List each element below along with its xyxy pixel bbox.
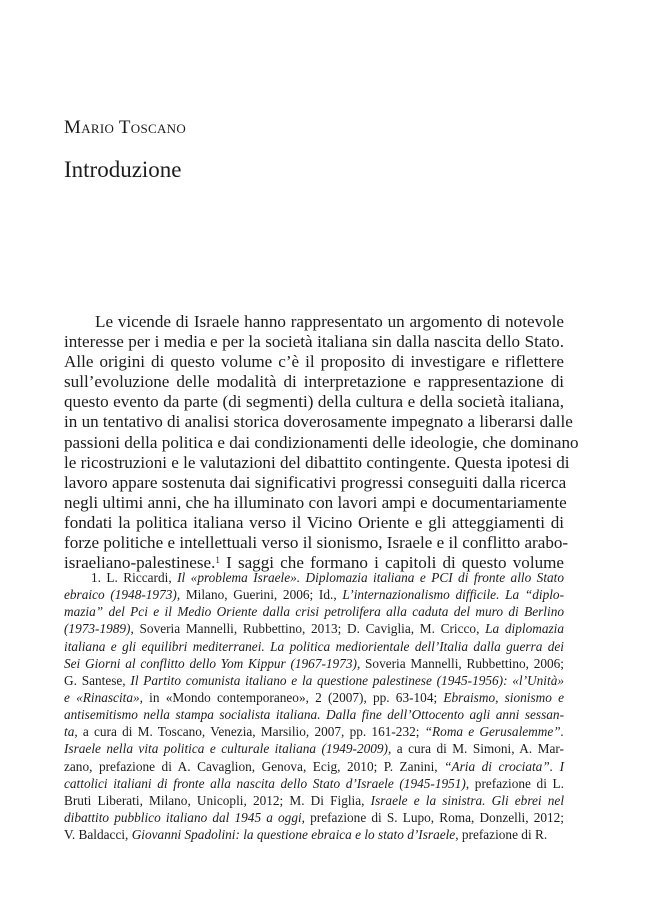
body-line: le ricostruzioni e le valutazioni del dibattito contingente. Questa ipotesi di bbox=[64, 452, 570, 472]
footnote-italic-text: Sei Giorni al conflitto dello Yom Kippur (1967-1973) bbox=[64, 655, 357, 671]
footnote-line bbox=[64, 655, 564, 672]
body-line: passioni della politica e dai condizionamenti delle ideologie, che dominano bbox=[64, 432, 579, 452]
body-line: forze politiche e intellettuali verso il sionismo, Israele e il conflitto arabo- bbox=[64, 533, 569, 553]
chapter-title: Introduzione bbox=[64, 157, 182, 182]
body-line: in un tentativo di analisi storica doverosamente impegnato a liberarsi dalle bbox=[64, 412, 573, 432]
footnote-line bbox=[64, 758, 564, 775]
footnote-text: , Soveria Mannelli, Rubbettino, 2006; bbox=[356, 655, 564, 671]
footnote-text: , Milano, Guerini, 2006; Id., bbox=[176, 587, 343, 603]
footnote-italic-text: cattolici italiani di fronte alla nascita dello Stato d’Israele (1945-1951) bbox=[64, 775, 466, 791]
footnote-text: , prefazione di L. bbox=[465, 775, 564, 791]
footnote-line bbox=[64, 723, 564, 740]
footnote-line bbox=[64, 740, 564, 757]
footnote-text: 1. L. Riccardi, bbox=[91, 570, 178, 585]
footnote-line bbox=[64, 792, 564, 809]
footnote-line bbox=[64, 586, 564, 603]
footnote-line bbox=[64, 809, 564, 826]
body-line-text: I saggi che formano i capitoli di questo volume bbox=[219, 553, 564, 573]
footnote-text: , prefazione di S. Lupo, Roma, Donzelli, 2012; bbox=[301, 809, 564, 825]
footnote-line bbox=[64, 706, 564, 723]
body-line: negli ultimi anni, che ha illuminato con lavori ampi e documentariamente bbox=[64, 492, 567, 512]
body-line: Alle origini di questo volume c’è il proposito di investigare e riflettere bbox=[64, 352, 564, 372]
footnote-text: , prefazione di R. bbox=[455, 827, 548, 843]
footnote-text: G. Santese, bbox=[64, 672, 131, 688]
footnote-line bbox=[64, 826, 564, 843]
footnote-italic-text: dibattito pubblico italiano dal 1945 a oggi bbox=[64, 809, 302, 825]
body-line: sull’evoluzione delle modalità di interpretazione e rappresentazione di bbox=[64, 372, 564, 392]
footnote-italic-text: Il Partito comunista italiano e la questione palestinese (1945-1956): «l’Unità» bbox=[130, 672, 564, 688]
footnote-italic-text: Giovanni Spadolini: la questione ebraica e lo stato d’Israele bbox=[131, 827, 456, 843]
footnote-italic-text: antisemitismo nella stampa socialista italiana. Dalla fine dell’Ottocento agli anni sessan- bbox=[64, 707, 564, 723]
footnote-line bbox=[64, 620, 564, 637]
body-line: interesse per i media e per la società italiana sin dalla nascita dello Stato. bbox=[64, 332, 564, 352]
body-line-text: israeliano-palestinese. bbox=[64, 553, 216, 573]
footnote-italic-text: Il «problema Israele». Diplomazia italiana e PCI di fronte allo Stato bbox=[177, 570, 565, 585]
footnotes bbox=[64, 569, 564, 843]
footnote-italic-text: L’internazionalismo difficile. La “diplo- bbox=[342, 587, 565, 603]
footnote-italic-text: La diplomazia bbox=[485, 621, 564, 637]
footnote-text: , Soveria Mannelli, Rubbettino, 2013; D. Caviglia, M. Cricco, bbox=[130, 621, 486, 637]
footnote-text: , a cura di M. Simoni, A. Mar- bbox=[387, 741, 564, 757]
footnote-line bbox=[64, 603, 564, 620]
body-line: lavoro appare sostenuta dai significativi progressi conseguiti dalla ricerca bbox=[64, 472, 567, 492]
chapter-author: Mario Toscano bbox=[64, 117, 187, 138]
footnote-line bbox=[64, 775, 564, 792]
footnote-line bbox=[64, 672, 564, 689]
footnote-italic-text: ta bbox=[64, 724, 75, 740]
footnote-italic-text: Israele nella vita politica e culturale italiana (1949-2009) bbox=[64, 741, 388, 757]
footnote-italic-text: (1973-1989) bbox=[64, 621, 131, 637]
footnote-italic-text: mazia” del Pci e il Medio Oriente dalla crisi petrolifera alla caduta del muro di Berlino bbox=[64, 604, 564, 620]
footnote-line bbox=[64, 689, 564, 706]
footnote-italic-text: Ebraismo, sionismo e bbox=[443, 689, 565, 705]
footnote-text: zano, prefazione di A. Cavaglion, Genova, Ecig, 2010; P. Zanini, bbox=[64, 758, 445, 774]
body-line: questo evento da parte (di segmenti) della cultura e della società italiana, bbox=[64, 392, 564, 412]
body-line: Le vicende di Israele hanno rappresentato un argomento di notevole bbox=[95, 312, 564, 331]
footnote-text: , in «Mondo contemporaneo», 2 (2007), pp. 63-104; bbox=[139, 689, 444, 705]
footnote-italic-text: italiana e gli equilibri mediterranei. La politica mediorientale dell’Italia dalla guerra dei bbox=[64, 638, 564, 654]
footnote-italic-text: e «Rinascita» bbox=[64, 689, 140, 705]
footnote-italic-text: “Aria di crociata”. I bbox=[444, 758, 564, 774]
body-paragraph bbox=[64, 312, 579, 573]
footnote-line bbox=[64, 569, 564, 586]
footnote-italic-text: “Roma e Gerusalemme”. bbox=[424, 724, 564, 740]
footnote-text: V. Baldacci, bbox=[64, 827, 132, 843]
footnote-reference[interactable]: 1 bbox=[215, 555, 220, 566]
footnote-line bbox=[64, 638, 564, 655]
footnote-text: Bruti Liberati, Milano, Unicopli, 2012; M. Di Figlia, bbox=[64, 792, 371, 808]
body-line: fondati la politica italiana verso il Vicino Oriente e gli atteggiamenti di bbox=[64, 512, 564, 532]
footnote-text: , a cura di M. Toscano, Venezia, Marsilio, 2007, pp. 161-232; bbox=[74, 724, 425, 740]
footnote-italic-text: Israele e la sinistra. Gli ebrei nel bbox=[370, 792, 565, 808]
footnote-italic-text: ebraico (1948-1973) bbox=[64, 587, 177, 603]
